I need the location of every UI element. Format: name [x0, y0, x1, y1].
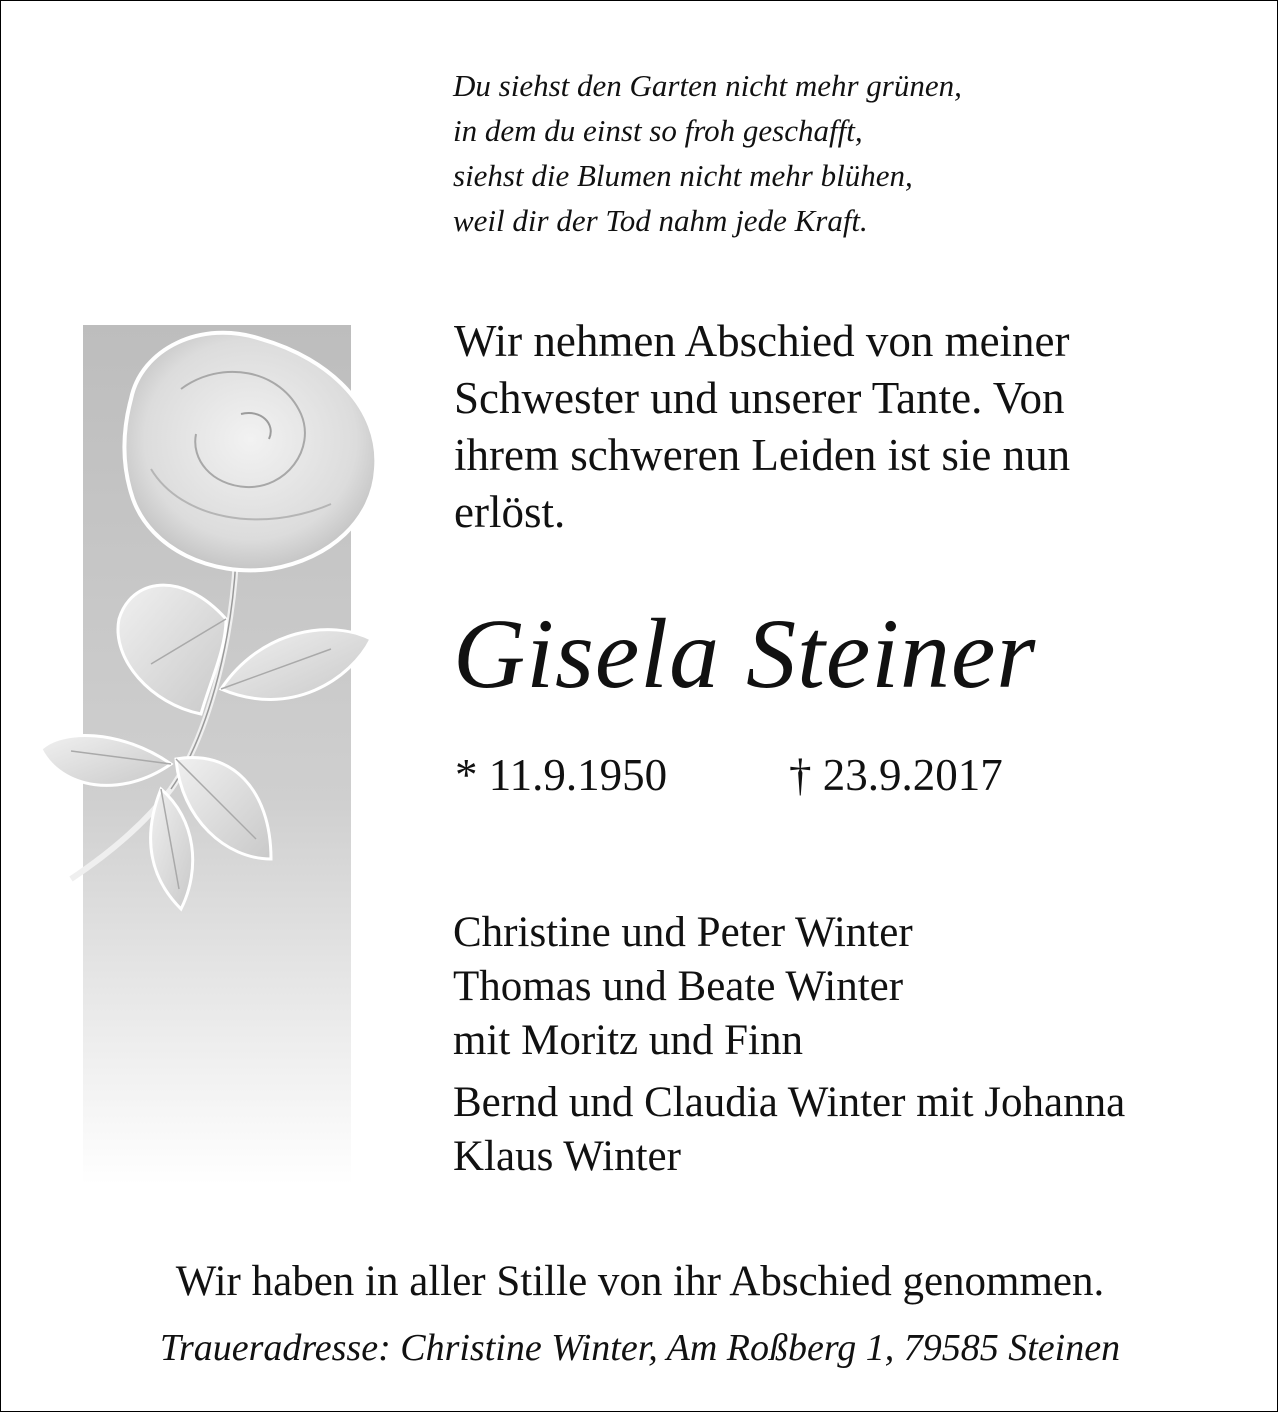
family-line: Klaus Winter [453, 1133, 681, 1180]
poem-line: in dem du einst so froh geschafft, [453, 113, 863, 148]
birth-date: * 11.9.1950 [455, 750, 668, 800]
death-date: † 23.9.2017 [789, 750, 1003, 800]
family-list [453, 906, 1125, 1184]
announcement-line: Schwester und unserer Tante. Von [454, 373, 1065, 423]
family-line: mit Moritz und Finn [453, 1017, 803, 1064]
announcement-line: ihrem schweren Leiden ist sie nun [454, 430, 1071, 480]
announcement-line: Wir nehmen Abschied von meiner [454, 316, 1070, 366]
announcement [454, 313, 1214, 541]
poem-line: Du siehst den Garten nicht mehr grünen, [453, 68, 962, 103]
family-line: Christine und Peter Winter [453, 909, 913, 956]
announcement-line: erlöst. [454, 487, 566, 537]
family-line: Thomas und Beate Winter [453, 963, 904, 1010]
poem-line: siehst die Blumen nicht mehr blühen, [453, 158, 913, 193]
deceased-name: Gisela Steiner [453, 598, 1037, 709]
closing-statement: Wir haben in aller Stille von ihr Abschied genommen. [175, 1258, 1105, 1305]
rose-icon [31, 319, 411, 1189]
mourning-address: Traueradresse: Christine Winter, Am Roßberg 1, 79585 Steinen [159, 1327, 1121, 1369]
poem-line: weil dir der Tod nahm jede Kraft. [453, 203, 868, 238]
family-line: Bernd und Claudia Winter mit Johanna [453, 1079, 1126, 1126]
poem [453, 63, 962, 243]
